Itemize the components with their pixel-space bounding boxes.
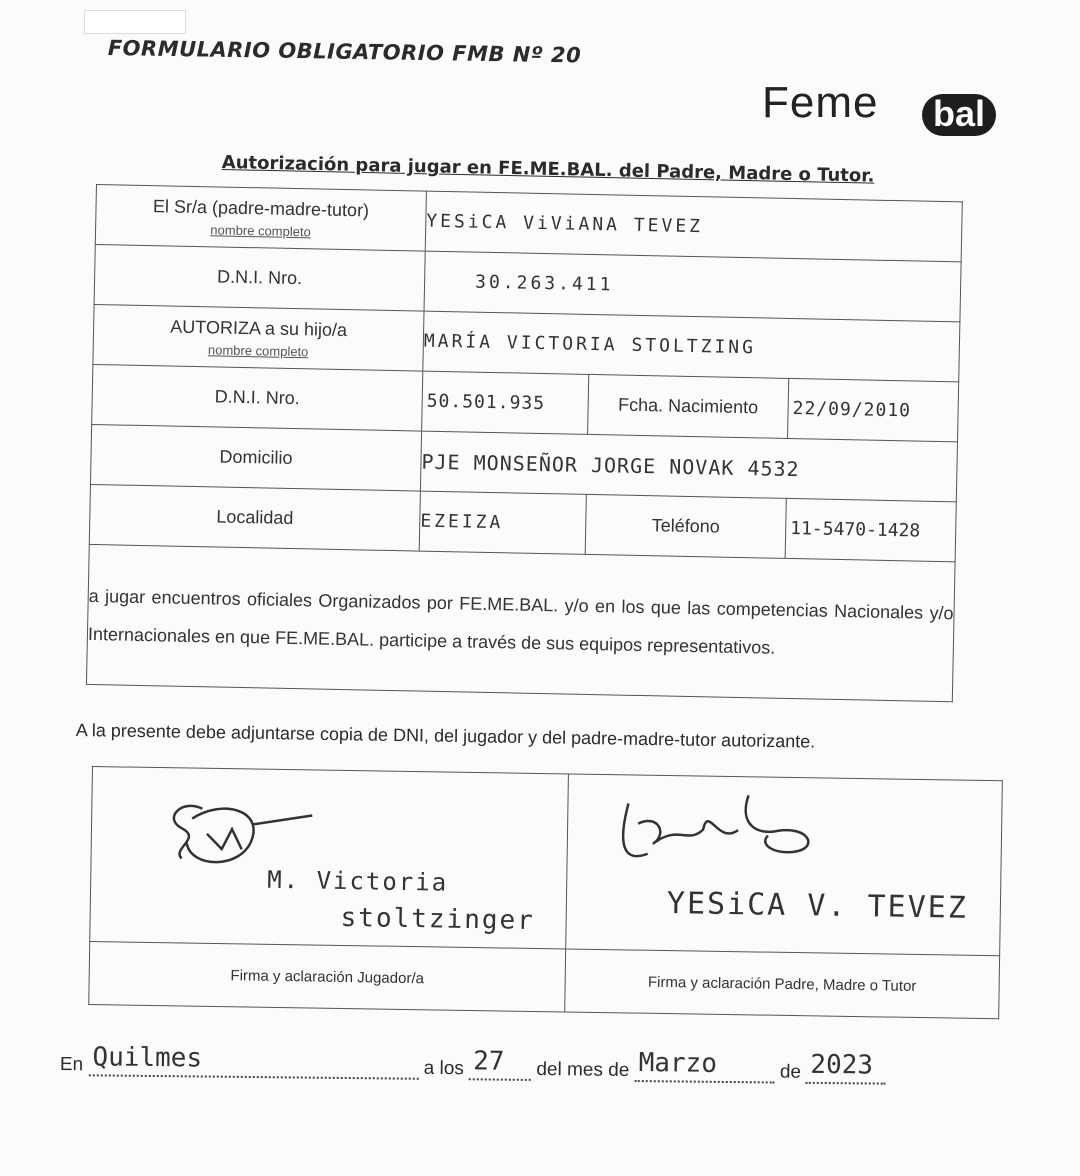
place-value: Quilmes bbox=[92, 1042, 203, 1074]
day-value: 27 bbox=[473, 1046, 505, 1077]
corner-mark bbox=[84, 10, 186, 34]
authorization-form bbox=[85, 184, 962, 741]
parent-signature-caption: Firma y aclaración Padre, Madre o Tutor bbox=[565, 949, 1000, 1019]
parent-signature-drawing bbox=[607, 783, 828, 876]
logo-text: Feme bbox=[762, 78, 879, 127]
parent-sublabel: nombre completo bbox=[210, 221, 311, 239]
autoriza-label: AUTORIZA a su hijo/a bbox=[170, 316, 348, 340]
day-field[interactable] bbox=[469, 1046, 531, 1081]
address-field[interactable]: PJE MONSEÑOR JORGE NOVAK 4532 bbox=[420, 431, 957, 502]
phone-label: Teléfono bbox=[585, 494, 786, 558]
en-label: En bbox=[59, 1054, 84, 1076]
phone-field[interactable]: 11-5470-1428 bbox=[785, 498, 956, 561]
month-label: del mes de bbox=[536, 1058, 630, 1081]
parent-signature-cell[interactable] bbox=[566, 774, 1003, 956]
player-clarification-line2: stoltzinger bbox=[340, 902, 536, 936]
form-subtitle: Autorización para jugar en FE.ME.BAL. del Padre, Madre o Tutor. bbox=[221, 152, 875, 187]
month-field[interactable] bbox=[634, 1048, 774, 1083]
signature-table bbox=[88, 766, 1002, 1019]
birth-date-field[interactable]: 22/09/2010 bbox=[788, 378, 959, 441]
logo-badge: bal bbox=[922, 94, 996, 136]
address-label: Domicilio bbox=[90, 424, 421, 491]
player-signature-caption: Firma y aclaración Jugador/a bbox=[89, 941, 566, 1011]
parent-clarification: YESiCA V. TEVEZ bbox=[666, 886, 969, 926]
year-field[interactable] bbox=[806, 1049, 886, 1085]
day-label: a los bbox=[423, 1057, 464, 1080]
player-clarification-line1: M. Victoria bbox=[267, 865, 449, 897]
place-field[interactable] bbox=[88, 1042, 418, 1079]
child-name-field[interactable]: MARÍA VICTORIA STOLTZING bbox=[423, 311, 960, 382]
city-label: Localidad bbox=[89, 484, 420, 551]
child-dni-label: D.N.I. Nro. bbox=[92, 364, 423, 431]
form-title: FORMULARIO OBLIGATORIO FMB Nº 20 bbox=[107, 36, 582, 68]
year-label: de bbox=[779, 1061, 802, 1083]
player-signature-cell[interactable] bbox=[90, 767, 569, 949]
year-value: 2023 bbox=[810, 1049, 874, 1081]
child-label-cell bbox=[93, 304, 424, 371]
place-date-line bbox=[59, 1042, 960, 1085]
parent-dni-label: D.N.I. Nro. bbox=[94, 244, 425, 311]
child-dni-field[interactable]: 50.501.935 bbox=[422, 371, 589, 434]
city-field[interactable]: EZEIZA bbox=[419, 491, 586, 554]
femebal-logo bbox=[762, 74, 1002, 144]
parent-dni-field[interactable]: 30.263.411 bbox=[424, 251, 961, 322]
birth-date-label: Fcha. Nacimiento bbox=[588, 374, 789, 438]
child-sublabel: nombre completo bbox=[207, 341, 309, 359]
month-value: Marzo bbox=[638, 1048, 718, 1079]
parent-name-field[interactable]: YESiCA ViViANA TEVEZ bbox=[425, 191, 962, 262]
parent-label: El Sr/a (padre-madre-tutor) bbox=[152, 195, 370, 220]
attachment-note: A la presente debe adjuntarse copia de DNI, del jugador y del padre-madre-tutor autorizante. bbox=[75, 720, 816, 752]
parent-label-cell bbox=[95, 185, 426, 252]
authorization-paragraph: a jugar encuentros oficiales Organizados por FE.ME.BAL. y/o en los que las competencias Nacionales y/o Internacionales en que FE.ME.BAL. participe a través de sus equipos representativos. bbox=[86, 544, 955, 701]
